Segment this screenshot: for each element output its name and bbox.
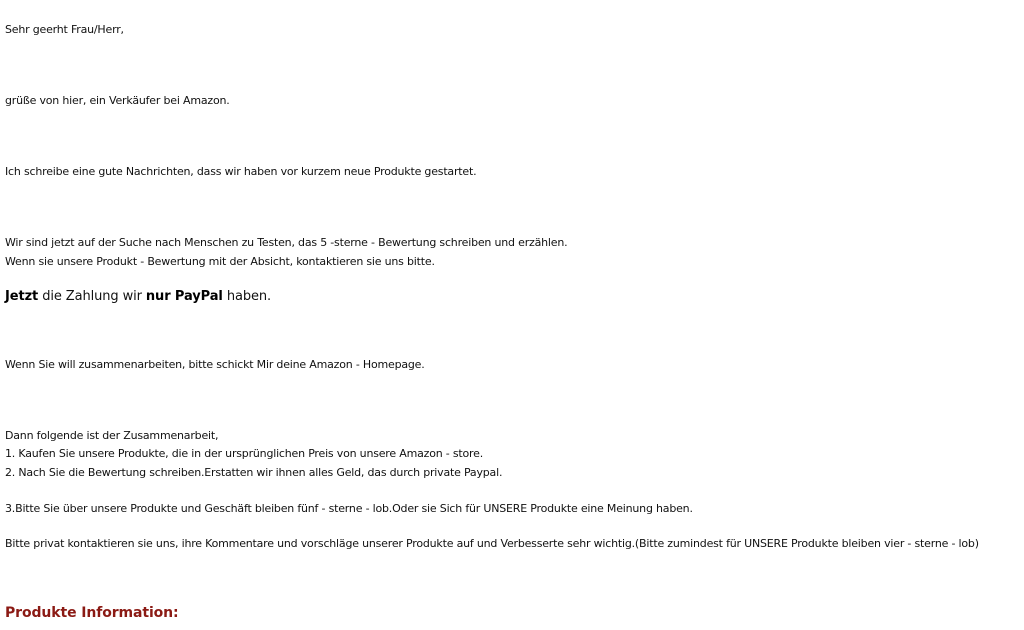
process-intro: Dann folgende ist der Zusammenarbeit, — [5, 429, 219, 442]
payment-text-1: die Zahlung wir — [38, 289, 146, 304]
step-3: 3.Bitte Sie über unsere Produkte und Geschäft bleiben fünf - sterne - lob.Oder sie Sich für UNSERE Produkte eine Meinung haben. — [5, 502, 693, 515]
payment-bold-now: Jetzt — [5, 289, 39, 304]
product-info-heading: Produkte Information: — [5, 605, 179, 621]
step-1: 1. Kaufen Sie unsere Produkte, die in der ursprünglichen Preis von unsere Amazon - store. — [5, 447, 483, 460]
contact-line: Bitte privat kontaktieren sie uns, ihre Kommentare und vorschläge unserer Produkte auf und Verbesserte sehr wichtig.(Bitte zumindest für UNSERE Produkte bleiben vier - sterne - lob) — [5, 537, 979, 550]
cooperate-line: Wenn Sie will zusammenarbeiten, bitte schickt Mir deine Amazon - Homepage. — [5, 358, 425, 371]
intro-line: Ich schreibe eine gute Nachrichten, dass wir haben vor kurzem neue Produkte gestartet. — [5, 165, 477, 178]
payment-line — [5, 288, 271, 306]
search-line-2: Wenn sie unsere Produkt - Bewertung mit der Absicht, kontaktieren sie uns bitte. — [5, 255, 435, 268]
salutation: Sehr geerht Frau/Herr, — [5, 23, 124, 36]
payment-text-2: haben. — [222, 289, 272, 304]
payment-bold-paypal: nur PayPal — [145, 289, 223, 304]
search-line-1: Wir sind jetzt auf der Suche nach Menschen zu Testen, das 5 -sterne - Bewertung schreiben und erzählen. — [5, 236, 568, 249]
step-2: 2. Nach Sie die Bewertung schreiben.Erstatten wir ihnen alles Geld, das durch private Paypal. — [5, 466, 503, 479]
greeting-line: grüße von hier, ein Verkäufer bei Amazon. — [5, 94, 230, 107]
